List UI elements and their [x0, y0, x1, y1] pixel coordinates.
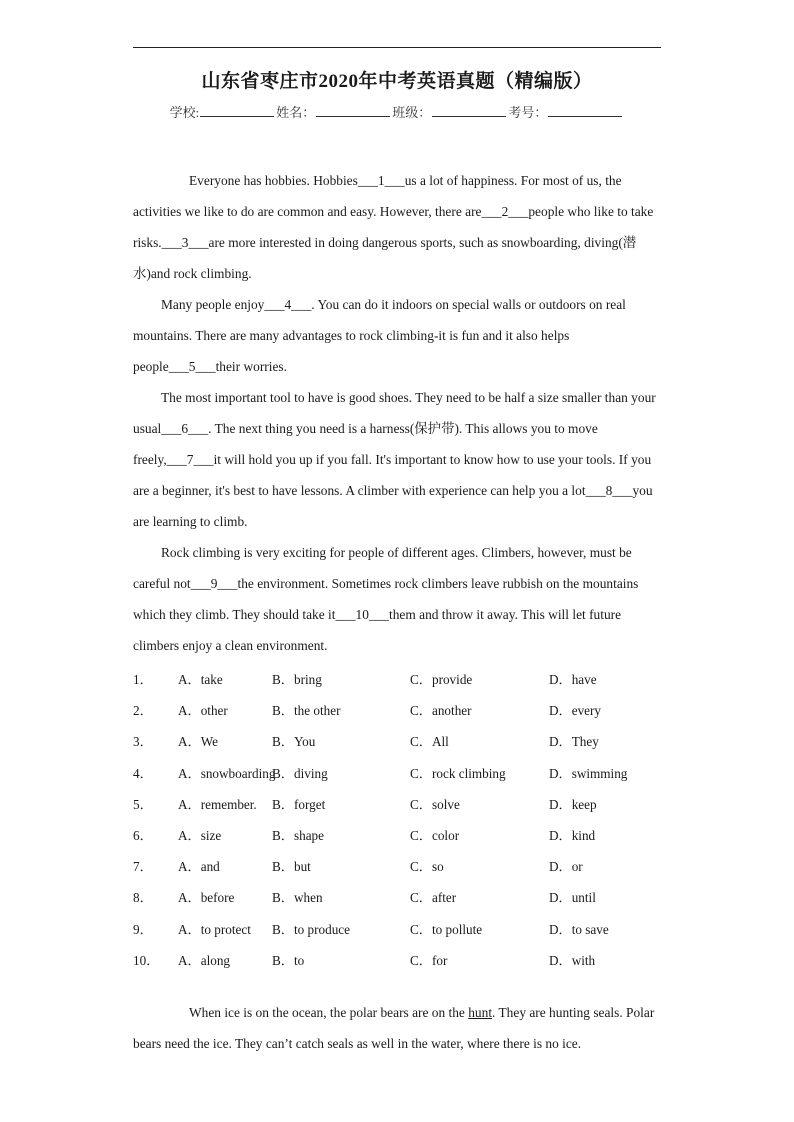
option-c[interactable]: C．after [410, 890, 457, 906]
option-a[interactable]: A．We [178, 734, 218, 750]
paragraph-4 [133, 537, 663, 661]
blank-8: ___8___ [585, 483, 633, 498]
student-info-line [0, 102, 794, 121]
text: people who like to take risks. [133, 204, 654, 250]
text: . You can do it indoors on special walls or outdoors on real mountains. There are many advantages to rock climbing-it is fun and it also helps people [133, 297, 626, 374]
text: the environment. Sometimes rock climbers leave rubbish on the mountains which they climb. They should take it [133, 576, 639, 622]
option-d[interactable]: D．keep [549, 796, 597, 812]
text: . The next thing you need is a harness(保护带). This allows you to move freely, [133, 421, 598, 467]
option-b[interactable]: B．forget [272, 796, 326, 812]
question-row [133, 758, 693, 789]
option-c[interactable]: C．provide [410, 672, 473, 687]
option-a[interactable]: A．to protect [178, 921, 251, 937]
name-blank[interactable] [316, 104, 390, 117]
question-number: 2． [133, 703, 153, 719]
class-label: 班级： [392, 105, 432, 120]
text: their worries. [215, 359, 287, 374]
question-number: 1． [133, 672, 153, 687]
text: you are learning to climb. [133, 483, 653, 529]
options-list [133, 664, 693, 976]
question-row [133, 851, 693, 882]
question-row [133, 820, 693, 851]
exam-no-blank[interactable] [548, 104, 622, 117]
option-d[interactable]: D．until [549, 890, 596, 906]
text: . They are hunting seals. Polar bears need the ice. They can’t catch seals as well in the water, where there is no ice. [133, 1005, 655, 1051]
option-b[interactable]: B．shape [272, 827, 325, 843]
question-row [133, 914, 693, 945]
blank-7: ___7___ [166, 452, 214, 467]
top-rule [133, 47, 661, 48]
question-number: 4． [133, 765, 153, 781]
cloze-passage [133, 165, 663, 661]
option-b[interactable]: B．bring [272, 672, 322, 687]
exam-no-label: 考号： [508, 105, 548, 120]
second-passage [133, 997, 663, 1059]
school-blank[interactable] [200, 104, 274, 117]
paragraph-1 [133, 165, 663, 289]
option-d[interactable]: D．or [549, 859, 583, 875]
option-d[interactable]: D．kind [549, 827, 596, 843]
option-a[interactable]: A．size [178, 827, 222, 843]
blank-2: ___2___ [481, 204, 529, 219]
option-b[interactable]: B．You [272, 734, 316, 750]
text: The most important tool to have is good shoes. They need to be half a size smaller than your usual [133, 390, 656, 436]
text: it will hold you up if you fall. It's important to know how to use your tools. If you are a beginner, it's best to have lessons. A climber with experience can help you a lot [133, 452, 652, 498]
option-a[interactable]: A．along [178, 952, 231, 968]
question-row [133, 664, 693, 695]
question-number: 8． [133, 890, 153, 906]
option-c[interactable]: C．rock climbing [410, 765, 506, 781]
text: Many people enjoy [161, 297, 265, 312]
text: Everyone has hobbies. Hobbies [189, 173, 358, 188]
question-number: 3． [133, 734, 153, 750]
school-label: 学校: [169, 105, 200, 120]
option-b[interactable]: B．diving [272, 765, 328, 781]
question-number: 7． [133, 859, 153, 875]
option-c[interactable]: C．solve [410, 796, 460, 812]
option-a[interactable]: A．before [178, 890, 235, 906]
paragraph [133, 997, 663, 1059]
blank-6: ___6___ [161, 421, 209, 436]
option-a[interactable]: A．other [178, 703, 228, 719]
option-d[interactable]: D．They [549, 734, 599, 750]
option-b[interactable]: B．the other [272, 703, 341, 719]
question-row [133, 882, 693, 913]
blank-5: ___5___ [168, 359, 216, 374]
option-c[interactable]: C．so [410, 859, 444, 875]
question-row [133, 726, 693, 757]
blank-3: ___3___ [161, 235, 209, 250]
option-b[interactable]: B．to [272, 952, 305, 968]
option-c[interactable]: C．All [410, 734, 449, 750]
option-b[interactable]: B．to produce [272, 921, 351, 937]
option-d[interactable]: D．swimming [549, 765, 628, 781]
option-d[interactable]: D．every [549, 703, 601, 719]
question-number: 9． [133, 921, 153, 937]
question-number: 6． [133, 827, 153, 843]
text: are more interested in doing dangerous sports, such as snowboarding, diving(潜水)and rock climbing. [133, 235, 637, 281]
blank-9: ___9___ [190, 576, 238, 591]
blank-1: ___1___ [357, 173, 405, 188]
question-row [133, 945, 693, 976]
option-c[interactable]: C．another [410, 703, 472, 719]
blank-4: ___4___ [264, 297, 312, 312]
option-d[interactable]: D．have [549, 672, 597, 687]
question-number: 5． [133, 796, 153, 812]
paragraph-3 [133, 382, 663, 537]
text: us a lot of happiness. For most of us, the activities we like to do are common and easy. However, there are [133, 173, 622, 219]
page-title: 山东省枣庄市2020年中考英语真题（精编版） [201, 71, 593, 92]
text: Rock climbing is very exciting for people of different ages. Climbers, however, must be careful not [133, 545, 632, 591]
text: When ice is on the ocean, the polar bears are on the [189, 1005, 465, 1020]
option-a[interactable]: A．take [178, 672, 223, 687]
option-b[interactable]: B．when [272, 890, 323, 906]
class-blank[interactable] [432, 104, 506, 117]
question-number: 10． [133, 952, 160, 968]
underlined-word: hunt [468, 1005, 493, 1020]
option-a[interactable]: A．snowboarding [178, 765, 276, 781]
paragraph-2 [133, 289, 663, 382]
name-label: 姓名： [276, 105, 316, 120]
option-d[interactable]: D．with [549, 952, 596, 968]
question-row [133, 695, 693, 726]
option-b[interactable]: B．but [272, 859, 311, 875]
text: them and throw it away. This will let future climbers enjoy a clean environment. [133, 607, 622, 653]
option-a[interactable]: A．remember. [178, 796, 257, 812]
option-c[interactable]: C．for [410, 952, 448, 968]
blank-10: ___10___ [335, 607, 389, 622]
option-d[interactable]: D．to save [549, 921, 609, 937]
option-c[interactable]: C．color [410, 827, 460, 843]
option-c[interactable]: C．to pollute [410, 921, 483, 937]
question-row [133, 789, 693, 820]
option-a[interactable]: A．and [178, 859, 220, 875]
